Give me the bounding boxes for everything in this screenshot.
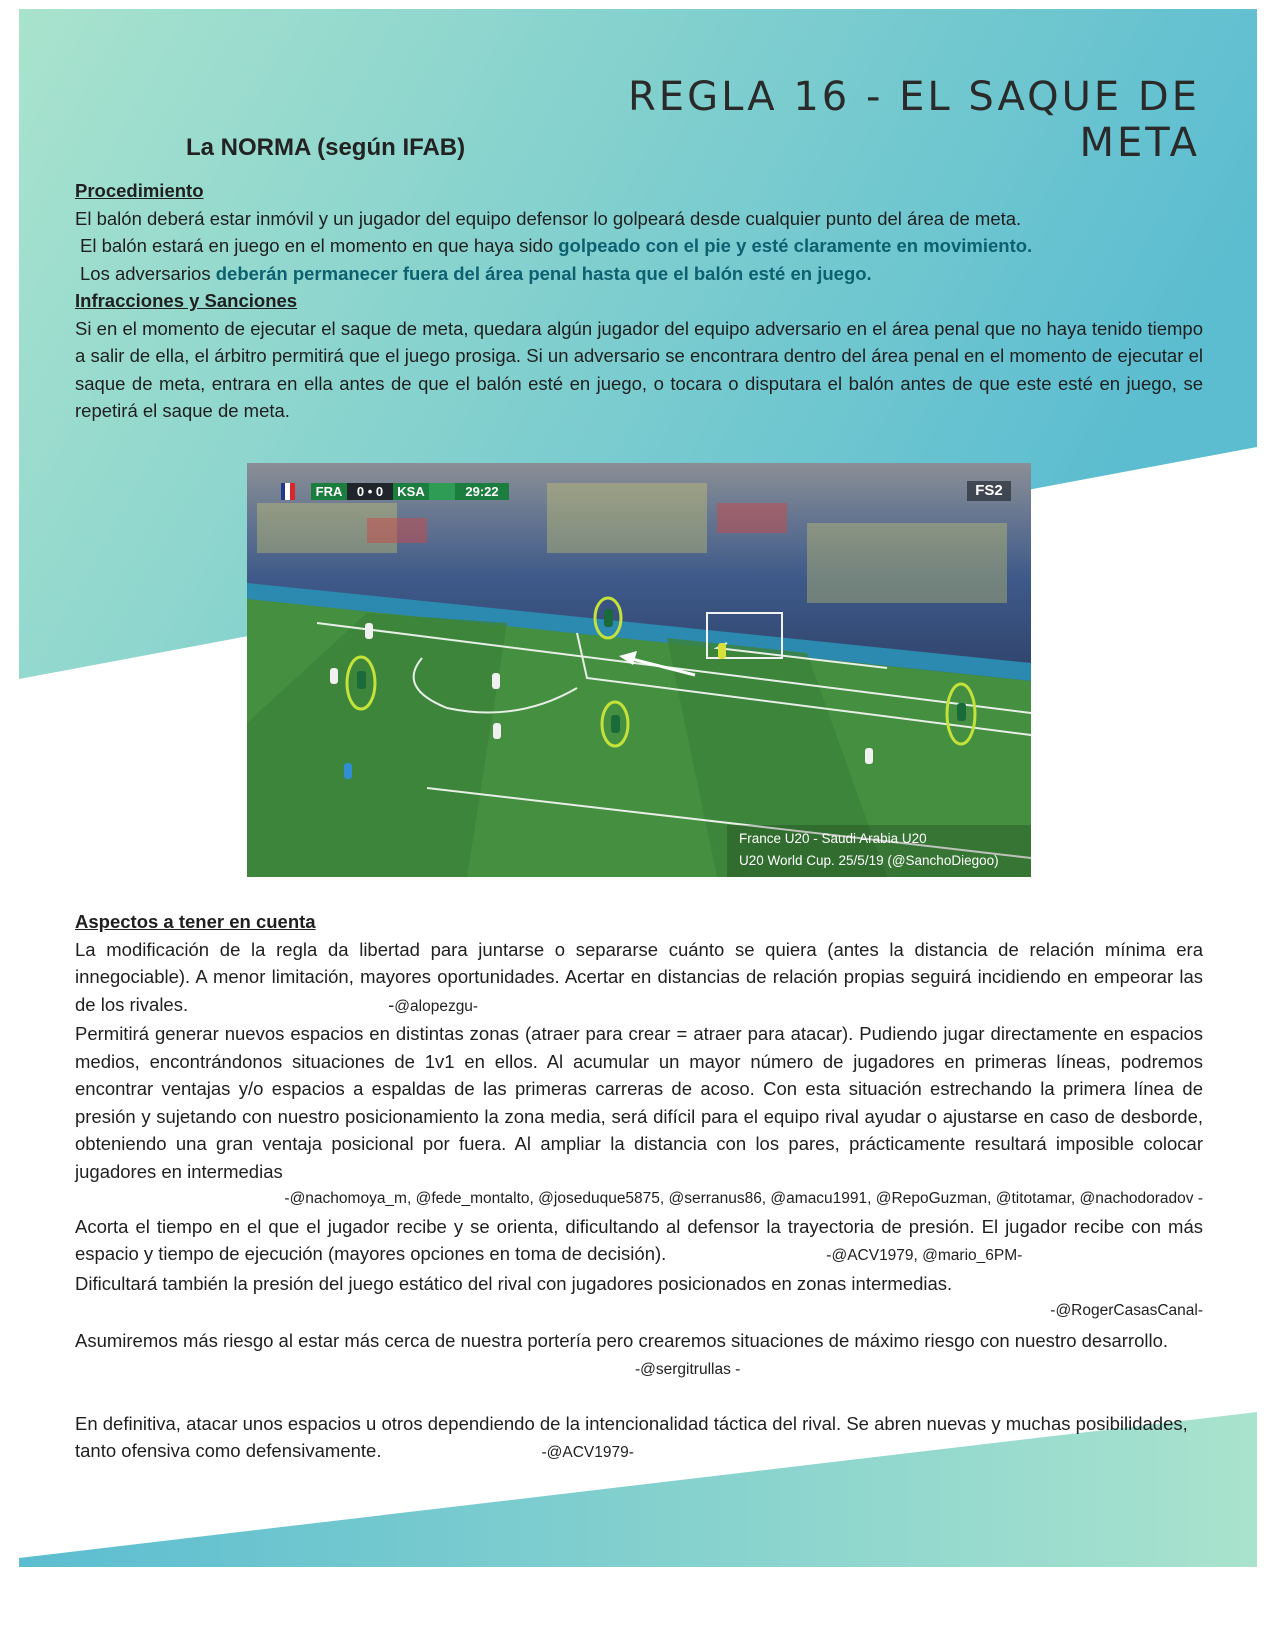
- match-photo: [247, 463, 1031, 877]
- paragraph-2-credit: -@nachomoya_m, @fede_montalto, @joseduque5875, @serranus86, @amacu1991, @RepoGuzman, @titotamar, @nachodoradov -: [284, 1190, 1203, 1207]
- aspectos-section: [75, 908, 1203, 1467]
- procedimiento-line-2: [75, 232, 1203, 260]
- match-illustration: [247, 463, 1031, 877]
- infracciones-text: Si en el momento de ejecutar el saque de meta, quedara algún jugador del equipo adversario en el área penal que no haya tenido tiempo a salir de ella, el árbitro permitirá que el juego prosiga. Si un adversario se encontrara dentro del área penal en el momento de ejecutar el saque de meta, entrara en ella antes de que el balón esté en juego, o tocara o disputara el balón antes de que este esté en juego, se repetirá el saque de meta.: [75, 317, 1203, 421]
- page-title: REGLA 16 - EL SAQUE DE META: [628, 74, 1200, 166]
- infracciones-heading: Infracciones y Sanciones: [75, 290, 298, 311]
- aspectos-paragraph-4: Dificultará también la presión del juego estático del rival con jugadores posicionados en zonas intermedias.: [75, 1272, 953, 1294]
- paragraph-3-credit: -@ACV1979, @mario_6PM-: [826, 1247, 1023, 1264]
- paragraph-4-credit: -@RogerCasasCanal-: [1050, 1302, 1203, 1319]
- line-3-text: Los adversarios: [80, 262, 216, 284]
- aspectos-heading: Aspectos a tener en cuenta: [75, 911, 316, 932]
- aspectos-paragraph-1: [75, 936, 1203, 1021]
- procedimiento-heading: Procedimiento: [75, 180, 204, 201]
- paragraph-6-text: En definitiva, atacar unos espacios u otros dependiendo de la intencionalidad táctica del rival. Se abren nuevas y muchas posibilidades, tanto ofensiva como defensivamente.: [75, 1412, 1188, 1461]
- scoreboard-away: KSA: [397, 484, 425, 499]
- aspectos-paragraph-5: [75, 1327, 1203, 1384]
- paragraph-6-credit: -@ACV1979-: [541, 1444, 634, 1461]
- paragraph-1-text: La modificación de la regla da libertad para juntarse o separarse cuánto se quiera (antes la distancia de relación mínima era innegociable). A menor limitación, mayores oportunidades. Acertar en distancias de relación propias seguirá incidiendo en empeorar las de los rivales.: [75, 938, 1203, 1015]
- page-subtitle: La NORMA (según IFAB): [186, 134, 466, 161]
- paragraph-1-credit-dash: -: [388, 993, 395, 1015]
- aspectos-paragraph-3: [75, 1213, 1203, 1270]
- paragraph-5-text: Asumiremos más riesgo al estar más cerca de nuestra portería pero crearemos situaciones de máximo riesgo con nuestro desarrollo.: [75, 1329, 1169, 1351]
- channel-logo: FS2: [975, 482, 1003, 499]
- aspectos-paragraph-2: Permitirá generar nuevos espacios en distintas zonas (atraer para crear = atraer para atacar). Pudiendo jugar directamente en espacios medios, encontrándonos situaciones de 1v1 en ellos. Al acumular un mayor número de jugadores en primeras líneas, podremos encontrar ventajas y/o espacios a espaldas de las primeras carreras de acoso. Con esta situación estrechando la primera línea de presión y sujetando con nuestro posicionamiento la zona media, será difícil para el equipo rival ayudar o ajustarse en caso de desborde, obteniendo una gran ventaja posicional por fuera. Al ampliar la distancia con los pares, prácticamente resultará imposible colocar jugadores en intermedias: [75, 1023, 1203, 1182]
- paragraph-1-credit: @alopezgu-: [394, 997, 479, 1015]
- line-2-highlight: golpeado con el pie y esté claramente en movimiento.: [558, 235, 1033, 256]
- procedimiento-line-3: [75, 260, 1203, 288]
- photo-caption-line-1: France U20 - Saudi Arabia U20: [739, 831, 927, 846]
- paragraph-5-credit: -@sergitrullas -: [635, 1361, 741, 1378]
- line-2-text: El balón estará en juego en el momento en que haya sido: [80, 235, 559, 256]
- aspectos-paragraph-6: [75, 1410, 1203, 1467]
- paragraph-3-text: Acorta el tiempo en el que el jugador recibe y se orienta, dificultando al defensor la trayectoria de presión. El jugador recibe con más espacio y tiempo de ejecución (mayores opciones en toma de decisión).: [75, 1215, 1203, 1264]
- line-3-highlight: deberán permanecer fuera del área penal hasta que el balón esté en juego.: [215, 262, 872, 284]
- scoreboard-home: FRA: [315, 484, 343, 499]
- scoreboard-time: 29:22: [465, 484, 499, 499]
- procedimiento-section: [75, 177, 1203, 425]
- procedimiento-line-1: El balón deberá estar inmóvil y un jugador del equipo defensor lo golpeará desde cualquier punto del área de meta.: [75, 207, 1022, 229]
- photo-caption-line-2: U20 World Cup. 25/5/19 (@SanchoDiegoo): [739, 853, 999, 868]
- scoreboard-score: 0 • 0: [356, 484, 384, 499]
